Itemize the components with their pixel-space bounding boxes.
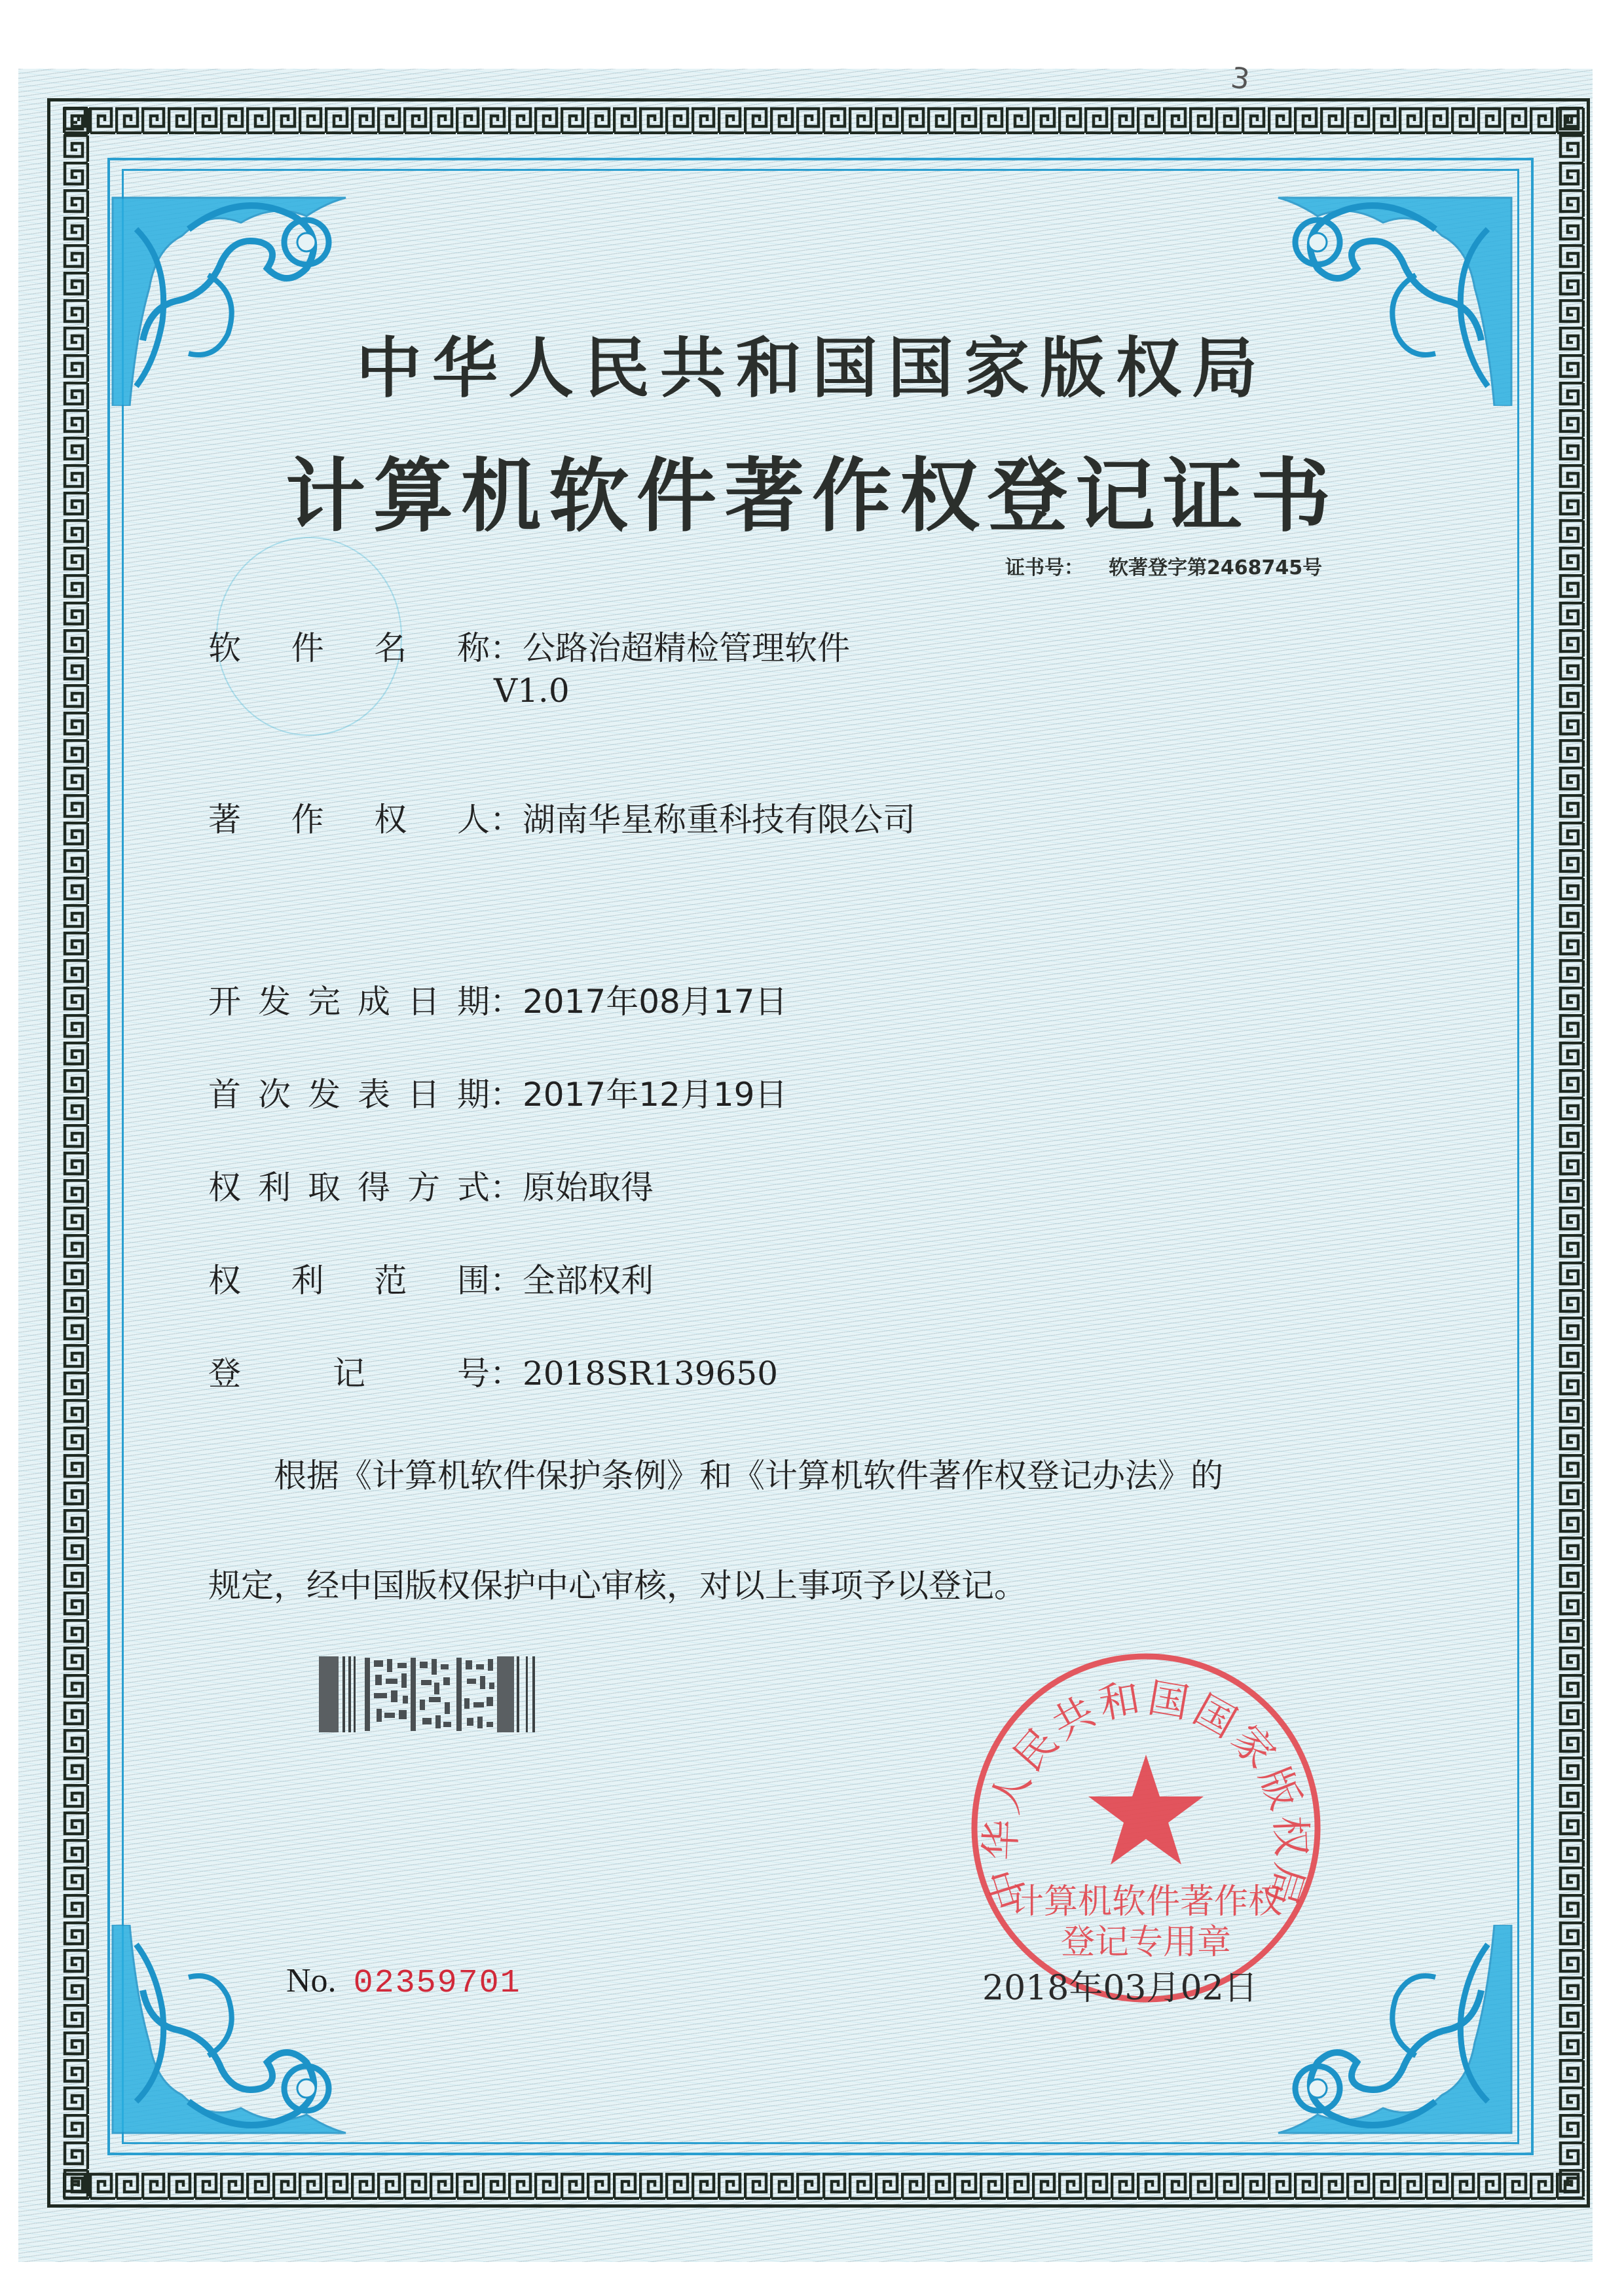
seal-ring-text: 中华人民共和国国家版权局 bbox=[976, 1673, 1316, 1916]
field-software-name: 软件名称：公路治超精检管理软件 V1.0 bbox=[208, 622, 850, 710]
serial-number bbox=[286, 1961, 521, 2002]
field-first-publication-date: 首次发表日期：2017年12月19日 bbox=[208, 1068, 788, 1116]
certificate-number-value: 软著登字第2468745号 bbox=[1109, 556, 1323, 579]
statement-line-1: 根据《计算机软件保护条例》和《计算机软件著作权登记办法》的 bbox=[274, 1457, 1223, 1495]
certificate-number-label: 证书号： bbox=[1005, 556, 1084, 579]
issuing-authority: 中华人民共和国国家版权局 bbox=[356, 329, 1268, 407]
seal-center-line-2: 登记专用章 bbox=[1060, 1923, 1232, 1962]
field-value: 原始取得 bbox=[523, 1169, 654, 1207]
field-label: 软件名称 bbox=[208, 629, 490, 667]
field-development-completion-date: 开发完成日期：2017年08月17日 bbox=[208, 975, 788, 1023]
certificate-number bbox=[1005, 551, 1322, 580]
certificate-title: 计算机软件著作权登记证书 bbox=[286, 448, 1338, 543]
corner-ornament-bottom-left bbox=[110, 1925, 385, 2141]
field-label: 首次发表日期 bbox=[208, 1076, 490, 1114]
field-label: 权利范围 bbox=[208, 1262, 490, 1300]
field-registration-number: 登记号：2018SR139650 bbox=[208, 1347, 778, 1394]
field-rights-scope: 权利范围：全部权利 bbox=[208, 1254, 654, 1302]
greek-key-border-bottom bbox=[63, 2172, 1583, 2200]
software-version: V1.0 bbox=[494, 672, 570, 710]
field-label: 著作权人 bbox=[208, 801, 490, 839]
seal-center-line-1: 计算机软件著作权 bbox=[1009, 1882, 1283, 1922]
greek-key-border-right bbox=[1559, 107, 1585, 2200]
field-rights-acquisition-method: 权利取得方式：原始取得 bbox=[208, 1161, 654, 1209]
statement-line-2: 规定，经中国版权保护中心审核，对以上事项予以登记。 bbox=[208, 1567, 1027, 1605]
registration-statement bbox=[208, 1421, 1452, 1641]
field-value: 2018SR139650 bbox=[523, 1355, 779, 1393]
field-value: 2017年12月19日 bbox=[523, 1076, 788, 1114]
field-value: 公路治超精检管理软件 bbox=[523, 629, 850, 667]
field-value: 湖南华星称重科技有限公司 bbox=[523, 801, 915, 839]
field-value: 2017年08月17日 bbox=[523, 983, 788, 1021]
field-copyright-owner: 著作权人：湖南华星称重科技有限公司 bbox=[208, 793, 915, 841]
field-label: 登记号 bbox=[208, 1355, 490, 1393]
serial-prefix: No. bbox=[286, 1962, 337, 1999]
pdf417-barcode bbox=[319, 1656, 539, 1735]
serial-value: 02359701 bbox=[353, 1965, 521, 2002]
handwritten-note: 3 bbox=[1228, 61, 1252, 97]
issue-date: 2018年03月02日 bbox=[982, 1969, 1258, 2008]
field-label: 开发完成日期 bbox=[208, 983, 490, 1021]
field-label: 权利取得方式 bbox=[208, 1169, 490, 1207]
greek-key-border-top bbox=[63, 107, 1583, 134]
star-icon bbox=[1088, 1755, 1204, 1865]
greek-key-border-left bbox=[63, 107, 89, 2200]
field-value: 全部权利 bbox=[523, 1262, 654, 1300]
official-seal bbox=[963, 1645, 1329, 2011]
